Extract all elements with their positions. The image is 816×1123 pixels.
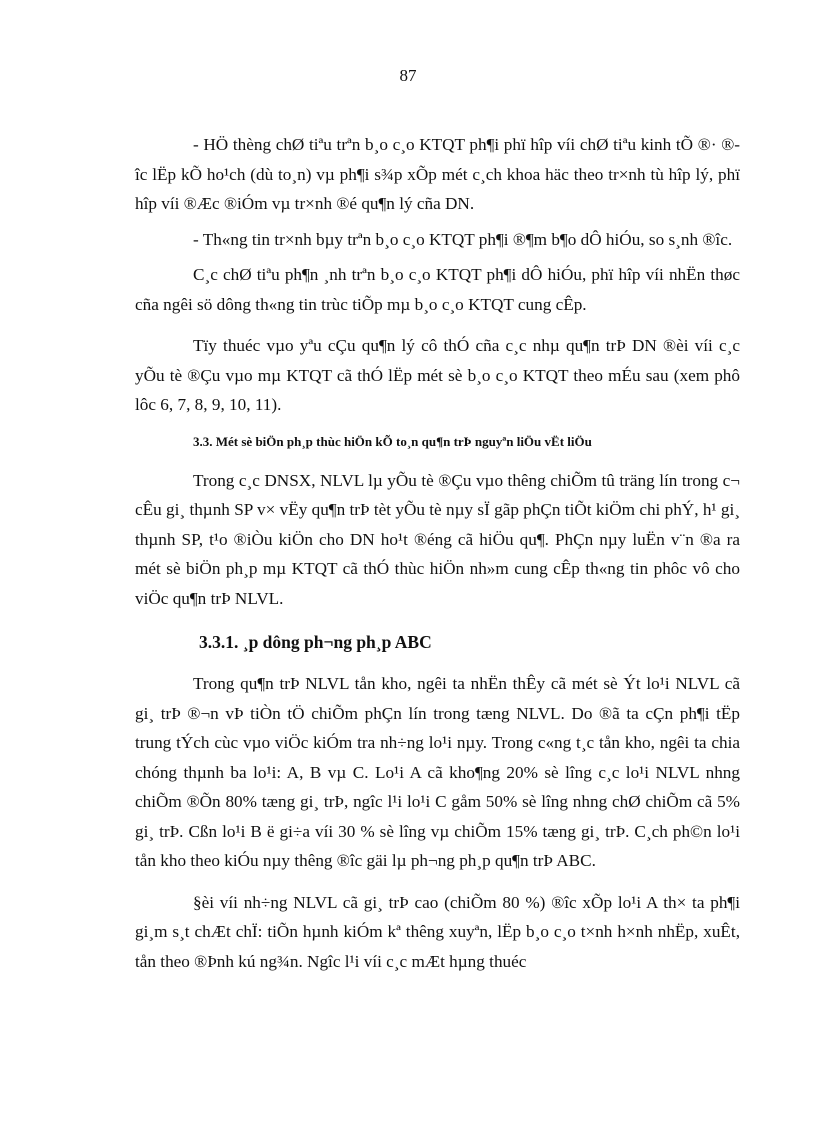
paragraph-section-intro: Trong c¸c DNSX, NLVL lµ yÕu tè ®Çu vµo thêng chiÕm tû träng lín trong c¬ cÊu gi¸ thµnh SP v× vËy qu¶n trÞ tèt yÕu tè nµy sÏ gãp phÇn tiÕt kiÖm chi phÝ, h¹ gi¸ thµnh SP, t¹o ®iÒu kiÖn cho DN ho¹t ®éng cã hiÖu qu¶. PhÇn nµy luËn v¨n ®a ra mét sè biÖn ph¸p mµ KTQT cã thÓ thùc hiÖn nh»m cung cÊp th«ng tin phôc vô cho viÖc qu¶n trÞ NLVL. — [135, 470, 740, 608]
page-body — [135, 130, 740, 988]
paragraph-class-a-control: §èi víi nh÷ng NLVL cã gi¸ trÞ cao (chiÕm 80 %) ®îc xÕp lo¹i A th× ta ph¶i gi¸m s¸t chÆt chÏ: tiÕn hµnh kiÓm kª thêng xuyªn, lËp b¸o c¸o t×nh h×nh nhËp, xuÊt, tån theo ®Þnh kú ng¾n. Ngîc l¹i víi c¸c mÆt hµng thuéc — [135, 892, 740, 971]
paragraph-report-information: - Th«ng tin tr×nh bµy trªn b¸o c¸o KTQT ph¶i ®¶m b¶o dÔ hiÓu, so s¸nh ®îc. — [193, 229, 733, 249]
paragraph-report-indicators: - HÖ thèng chØ tiªu trªn b¸o c¸o KTQT ph¶i phï hîp víi chØ tiªu kinh tÕ ®· ®îc lËp kÕ ho¹ch (dù to¸n) vµ ph¶i s¾p xÕp mét c¸ch khoa häc theo tr×nh tù hîp lý, phï hîp víi ®Æc ®iÓm vµ tr×nh ®é qu¶n lý cña DN. — [135, 135, 740, 213]
paragraph-abc-method: Trong qu¶n trÞ NLVL tån kho, ngêi ta nhËn thÊy cã mét sè Ýt lo¹i NLVL cã gi¸ trÞ ®¬n vÞ tiÒn tÖ chiÕm phÇn lín trong tæng NLVL. Do ®ã ta cÇn ph¶i tËp trung tÝch cùc vµo viÖc kiÓm tra nh÷ng lo¹i nµy. Trong c«ng t¸c tån kho, ngêi ta chia chóng thµnh ba lo¹i: A, B vµ C. Lo¹i A cã kho¶ng 20% sè lîng c¸c lo¹i NLVL nhng chiÕm ®Õn 80% tæng gi¸ trÞ, ngîc l¹i lo¹i C gåm 50% sè lîng nhng chØ chiÕm cã 5% gi¸ trÞ. Cßn lo¹i B ë gi÷a víi 30 % sè lîng vµ chiÕm 15% tæng gi¸ trÞ. C¸ch ph©n lo¹i tån kho theo kiÓu nµy thêng ®îc gäi lµ ph¬ng ph¸p qu¶n trÞ ABC. — [135, 674, 740, 870]
page-number: 87 — [399, 66, 417, 85]
paragraph-indicators-clarity: C¸c chØ tiªu ph¶n ¸nh trªn b¸o c¸o KTQT ph¶i dÔ hiÓu, phï hîp víi nhËn thøc cña ngêi sö dông th«ng tin trùc tiÕp mµ b¸o c¸o KTQT cung cÊp. — [135, 265, 740, 314]
section-heading: 3.3. Mét sè biÖn ph¸p thùc hiÖn kÕ to¸n qu¶n trÞ nguyªn liÖu vËt liÖu — [193, 433, 592, 449]
subsection-heading: 3.3.1. ¸p dông ph¬ng ph¸p ABC — [199, 632, 432, 652]
paragraph-report-templates: Tïy thuéc vµo yªu cÇu qu¶n lý cô thÓ cña c¸c nhµ qu¶n trÞ DN ®èi víi c¸c yÕu tè ®Çu vµo mµ KTQT cã thÓ lËp mét sè b¸o c¸o KTQT theo mÉu sau (xem phô lôc 6, 7, 8, 9, 10, 11). — [135, 336, 740, 414]
